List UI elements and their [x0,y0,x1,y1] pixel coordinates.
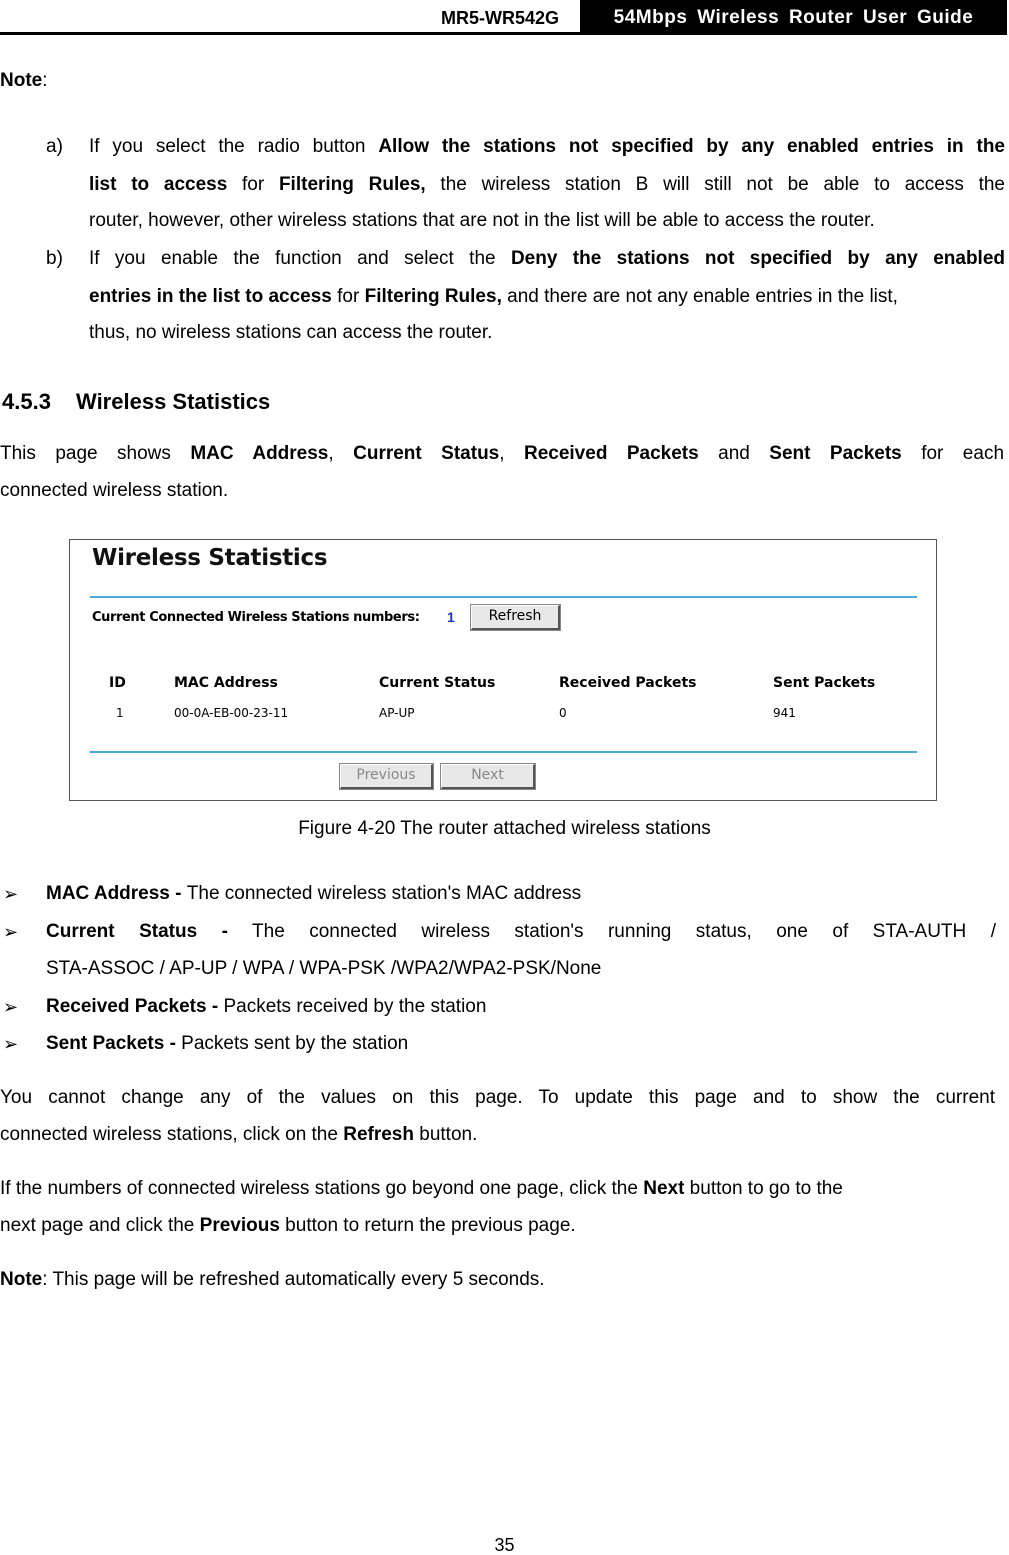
table-cell-sent-packets: 941 [773,706,796,720]
column-header-received-packets: Received Packets [559,675,697,691]
column-header-id: ID [109,675,126,691]
para-paging-line2: next page and click the Previous button to return the previous page. [0,1215,576,1236]
bullet-received-packets: Received Packets - Packets received by the station [46,996,487,1017]
station-count-value: 1 [447,609,455,625]
item-a-line1: If you select the radio button Allow the stations not specified by any enabled entries in the [89,136,1005,157]
item-b-line1: If you enable the function and select the Deny the stations not specified by any enabled [89,248,1005,269]
refresh-button[interactable]: Refresh [471,605,560,630]
previous-button[interactable]: Previous [340,764,433,789]
bullet-arrow-icon: ➢ [3,1034,19,1054]
column-header-current-status: Current Status [379,675,496,691]
screenshot-bottom-rule [90,751,917,753]
next-button[interactable]: Next [441,764,535,789]
bullet-arrow-icon: ➢ [3,884,19,904]
section-title: 4.5.3 Wireless Statistics [2,389,271,414]
item-b-line3: thus, no wireless stations can access the router. [89,322,493,343]
intro-line2: connected wireless station. [0,480,229,501]
bullet-current-status: Current Status - The connected wireless station's running status, one of STA-AUTH / [46,921,996,942]
note-refresh: Note: This page will be refreshed automatically every 5 seconds. [0,1269,545,1290]
para-refresh-line1: You cannot change any of the values on this page. To update this page and to show the current [0,1087,995,1108]
station-count-label: Current Connected Wireless Stations numbers: [92,610,420,625]
screenshot-top-rule [90,596,917,598]
header-rule [0,32,1007,35]
bullet-arrow-icon: ➢ [3,922,19,942]
item-a-line3: router, however, other wireless stations that are not in the list will be able to access the router. [89,210,875,231]
table-cell-current-status: AP-UP [379,706,415,720]
column-header-sent-packets: Sent Packets [773,675,876,691]
wireless-statistics-screenshot [69,539,937,801]
bullet-current-status-line2: STA-ASSOC / AP-UP / WPA / WPA-PSK /WPA2/WPA2-PSK/None [46,958,602,979]
item-b-line2: entries in the list to access for Filtering Rules, and there are not any enable entries in the list, [89,286,898,307]
page-number: 35 [494,1535,515,1555]
figure-caption: Figure 4-20 The router attached wireless stations [298,818,711,839]
para-refresh-line2: connected wireless stations, click on the Refresh button. [0,1124,478,1145]
note-heading: Note: [0,70,48,91]
item-a-marker: a) [46,136,63,157]
header-model: MR5-WR542G [440,8,560,28]
bullet-mac-address: MAC Address - The connected wireless station's MAC address [46,883,582,904]
table-cell-received-packets: 0 [559,706,567,720]
item-b-marker: b) [46,248,63,269]
table-cell-mac-address: 00-0A-EB-00-23-11 [174,706,289,720]
header-guide-title: 54Mbps Wireless Router User Guide [580,0,1007,34]
table-cell-id: 1 [116,706,124,720]
item-a-line2: list to access for Filtering Rules, the wireless station B will still not be able to access the [89,174,1005,195]
bullet-sent-packets: Sent Packets - Packets sent by the station [46,1033,409,1054]
screenshot-title: Wireless Statistics [92,545,328,571]
intro-line1: This page shows MAC Address, Current Status, Received Packets and Sent Packets for each [0,443,1005,464]
column-header-mac-address: MAC Address [174,675,278,691]
bullet-arrow-icon: ➢ [3,997,19,1017]
para-paging-line1: If the numbers of connected wireless stations go beyond one page, click the Next button to go to the [0,1178,843,1199]
